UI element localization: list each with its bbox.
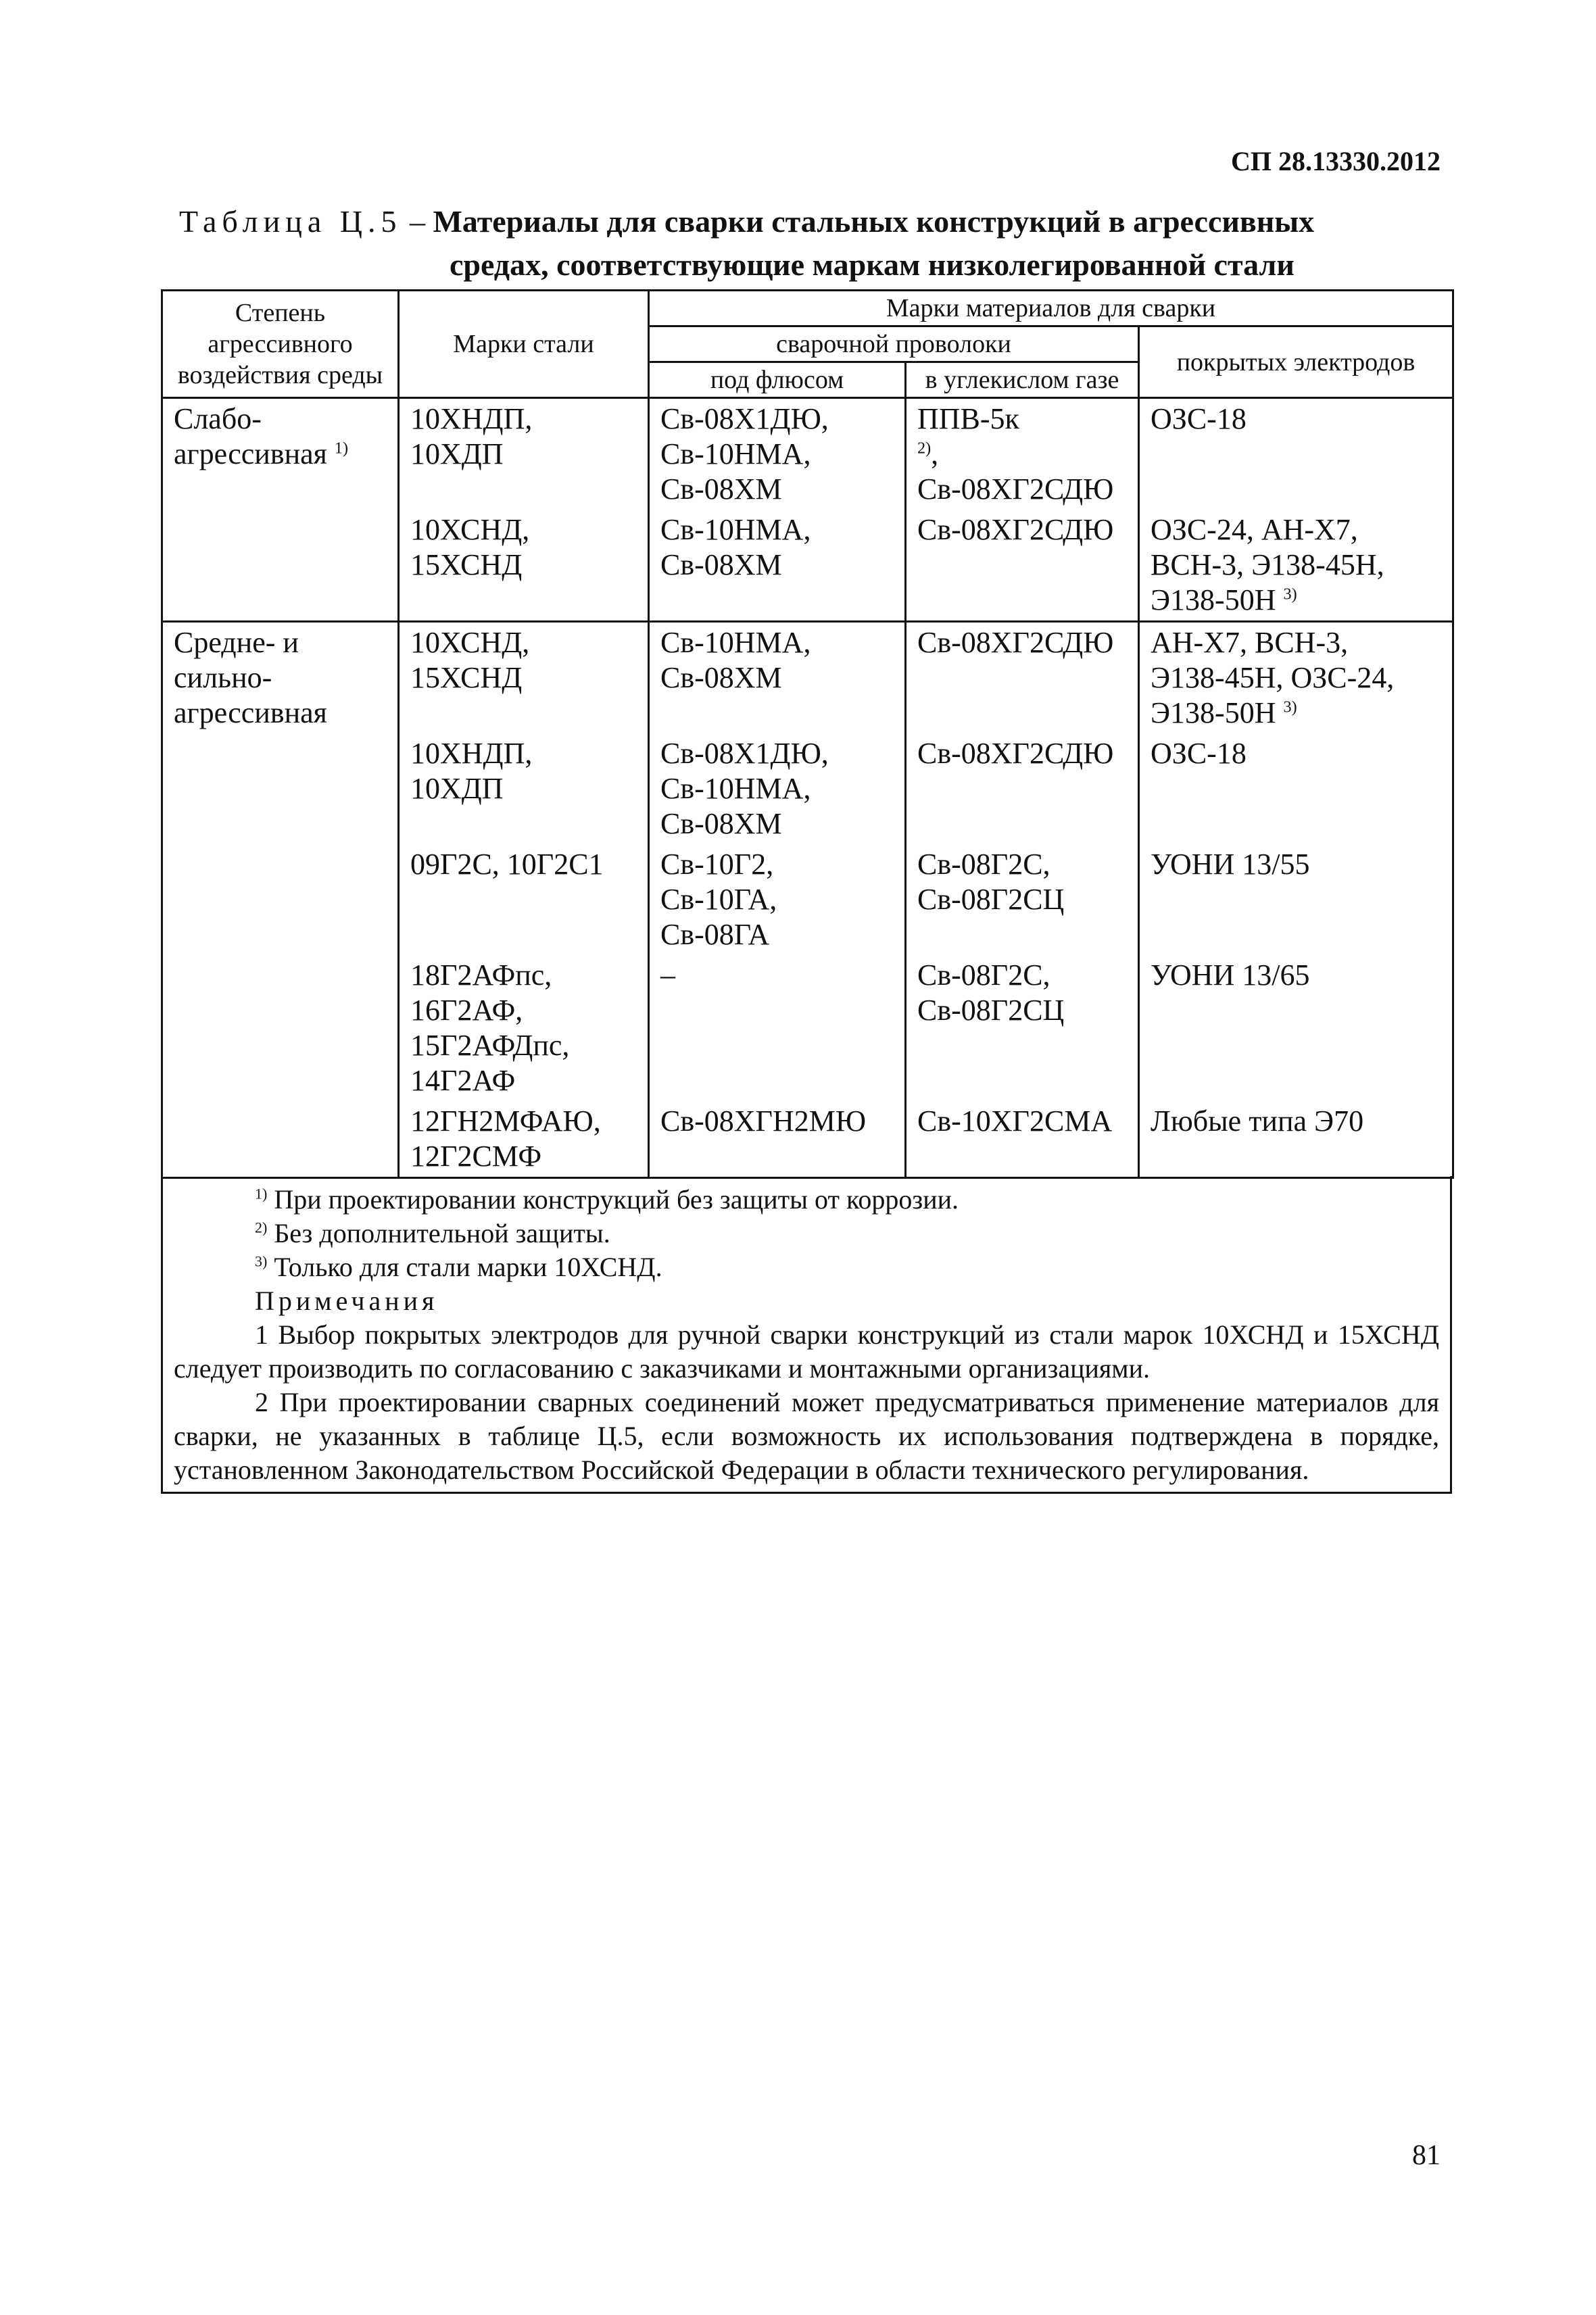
steel-line: 12ГН2МФАЮ, [410,1104,601,1138]
steel-cell [399,398,649,510]
electrodes-cell [1139,1101,1453,1178]
flux-cell [649,622,906,734]
caption-dash: – [402,204,433,239]
header-materials: Марки материалов для сварки [649,291,1453,326]
footnote-1: $^{1)}$ При проектировании конструкций без защиты от коррозии. [255,1184,959,1215]
co2-line: Св-08Г2СЦ [917,883,1065,916]
flux-cell [649,1101,906,1178]
flux-cell [649,733,906,844]
flux-line: Св-10НМА, [660,437,811,470]
header-steel: Марки стали [399,291,649,398]
header-wire: сварочной проволоки [649,326,1139,362]
table-caption [179,200,1450,287]
degree-line: агрессивная [174,696,327,729]
welding-materials-table [161,289,1454,1179]
electrodes-cell [1139,844,1453,955]
co2-line: Св-08ХГ2СДЮ [917,472,1114,506]
co2-line: Св-10ХГ2СМА [917,1104,1113,1138]
co2-line: Св-08Г2С, [917,848,1050,881]
steel-cell [399,844,649,955]
table-label: Таблица Ц.5 [179,204,402,239]
table-row [162,398,1453,510]
electrodes-line: ВСН-3, Э138-45Н, [1151,548,1384,581]
flux-line: Св-08Х1ДЮ, [660,737,829,770]
co2-cell [906,733,1139,844]
electrodes-cell [1139,622,1453,734]
flux-line: Св-08ХМ [660,548,782,581]
notes-block [161,1176,1452,1494]
steel-line: 10ХДП [410,772,504,805]
flux-line: – [660,958,675,992]
footnote-mark: 2) [917,439,932,458]
steel-line: 15ХСНД [410,661,523,694]
steel-line: 09Г2С, 10Г2С1 [410,848,604,881]
co2-cell [906,844,1139,955]
flux-cell [649,510,906,622]
degree-line: сильно- [174,661,272,694]
degree-line: Слабо- [174,402,262,435]
co2-line: Св-08ХГ2СДЮ [917,513,1114,546]
electrodes-line: ОЗС-18 [1151,402,1247,435]
degree-cell [162,622,399,1178]
steel-line: 10ХСНД, [410,513,530,546]
header-electrodes: покрытых электродов [1139,326,1453,398]
flux-cell [649,955,906,1101]
steel-line: 15ХСНД [410,548,523,581]
flux-line: Св-10Г2, [660,848,774,881]
steel-line: 16Г2АФ, [410,994,523,1027]
electrodes-cell [1139,733,1453,844]
footnote-mark: 3) [1283,585,1297,604]
flux-line: Св-08ХМ [660,661,782,694]
notes-heading: Примечания [255,1286,439,1316]
flux-cell [649,398,906,510]
degree-line: Средне- и [174,626,299,659]
footnote-mark: 3) [1283,698,1297,716]
flux-line: Св-10НМА, [660,772,811,805]
steel-cell [399,622,649,734]
footnote-2: $^{2)}$ Без дополнительной защиты. [255,1218,610,1248]
table-title-line-1: Материалы для сварки стальных конструкций в агрессивных [433,204,1315,239]
steel-line: 10ХСНД, [410,626,530,659]
co2-cell [906,955,1139,1101]
steel-cell [399,1101,649,1178]
electrodes-cell [1139,510,1453,622]
footnote-mark: 1) [334,439,349,458]
co2-line: Св-08Г2СЦ [917,994,1065,1027]
flux-line: Св-10НМА, [660,626,811,659]
page-number: 81 [1412,2140,1441,2171]
steel-cell [399,955,649,1101]
steel-cell [399,733,649,844]
header-degree: Степень агрессивного воздействия среды [162,291,399,398]
note-1: 1 Выбор покрытых электродов для ручной сварки конструкций из стали марок 10ХСНД и 15ХСНД следует производить по согласованию с заказчиками и монтажными организациями. [174,1319,1439,1384]
header-co2: в углекислом газе [906,362,1139,398]
co2-cell [906,622,1139,734]
flux-line: Св-10ГА, [660,883,777,916]
note-2: 2 При проектировании сварных соединений может предусматриваться применение материалов для сварки, не указанных в таблице Ц.5, если возможность их использования подтверждена в порядке, установленном Законодательством Российской Федерации в области технического регулирования. [174,1387,1439,1485]
flux-line: Св-10НМА, [660,513,811,546]
steel-line: 15Г2АФДпс, [410,1029,570,1062]
electrodes-line: Э138-50Н [1151,696,1276,729]
electrodes-line: УОНИ 13/65 [1151,958,1310,992]
co2-cell: ППВ-5к $^{2)}$, Св-08ХГ2СДЮ [906,398,1139,510]
electrodes-line: ОЗС-24, АН-Х7, [1151,513,1358,546]
table-title-line-2: средах, соответствующие маркам низколегированной стали [450,247,1295,282]
electrodes-line: ОЗС-18 [1151,737,1247,770]
degree-line: агрессивная [174,437,327,470]
steel-line: 10ХНДП, [410,402,533,435]
co2-cell [906,510,1139,622]
steel-line: 18Г2АФпс, [410,958,552,992]
flux-line: Св-08ХМ [660,472,782,506]
flux-cell [649,844,906,955]
electrodes-line: Э138-45Н, ОЗС-24, [1151,661,1395,694]
co2-cell [906,1101,1139,1178]
flux-line: Св-08ХГН2МЮ [660,1104,867,1138]
electrodes-cell [1139,955,1453,1101]
header-flux: под флюсом [649,362,906,398]
table-row [162,622,1453,734]
flux-line: Св-08ГА [660,918,770,951]
footnote-3: $^{3)}$ Только для стали марки 10ХСНД. [255,1252,662,1282]
electrodes-line: Любые типа Э70 [1151,1104,1364,1138]
co2-line: Св-08ХГ2СДЮ [917,626,1114,659]
flux-line: Св-08ХМ [660,807,782,840]
co2-line: ППВ-5к [917,402,1019,435]
electrodes-cell [1139,398,1453,510]
degree-cell [162,398,399,622]
electrodes-line: АН-Х7, ВСН-3, [1151,626,1349,659]
flux-line: Св-08Х1ДЮ, [660,402,829,435]
steel-line: 10ХНДП, [410,737,533,770]
electrodes-line: УОНИ 13/55 [1151,848,1310,881]
steel-line: 14Г2АФ [410,1064,516,1097]
steel-line: 10ХДП [410,437,504,470]
co2-line: Св-08Г2С, [917,958,1050,992]
co2-line: Св-08ХГ2СДЮ [917,737,1114,770]
steel-cell [399,510,649,622]
steel-line: 12Г2СМФ [410,1140,542,1173]
electrodes-line: Э138-50Н [1151,583,1276,616]
document-code: СП 28.13330.2012 [1231,146,1441,176]
